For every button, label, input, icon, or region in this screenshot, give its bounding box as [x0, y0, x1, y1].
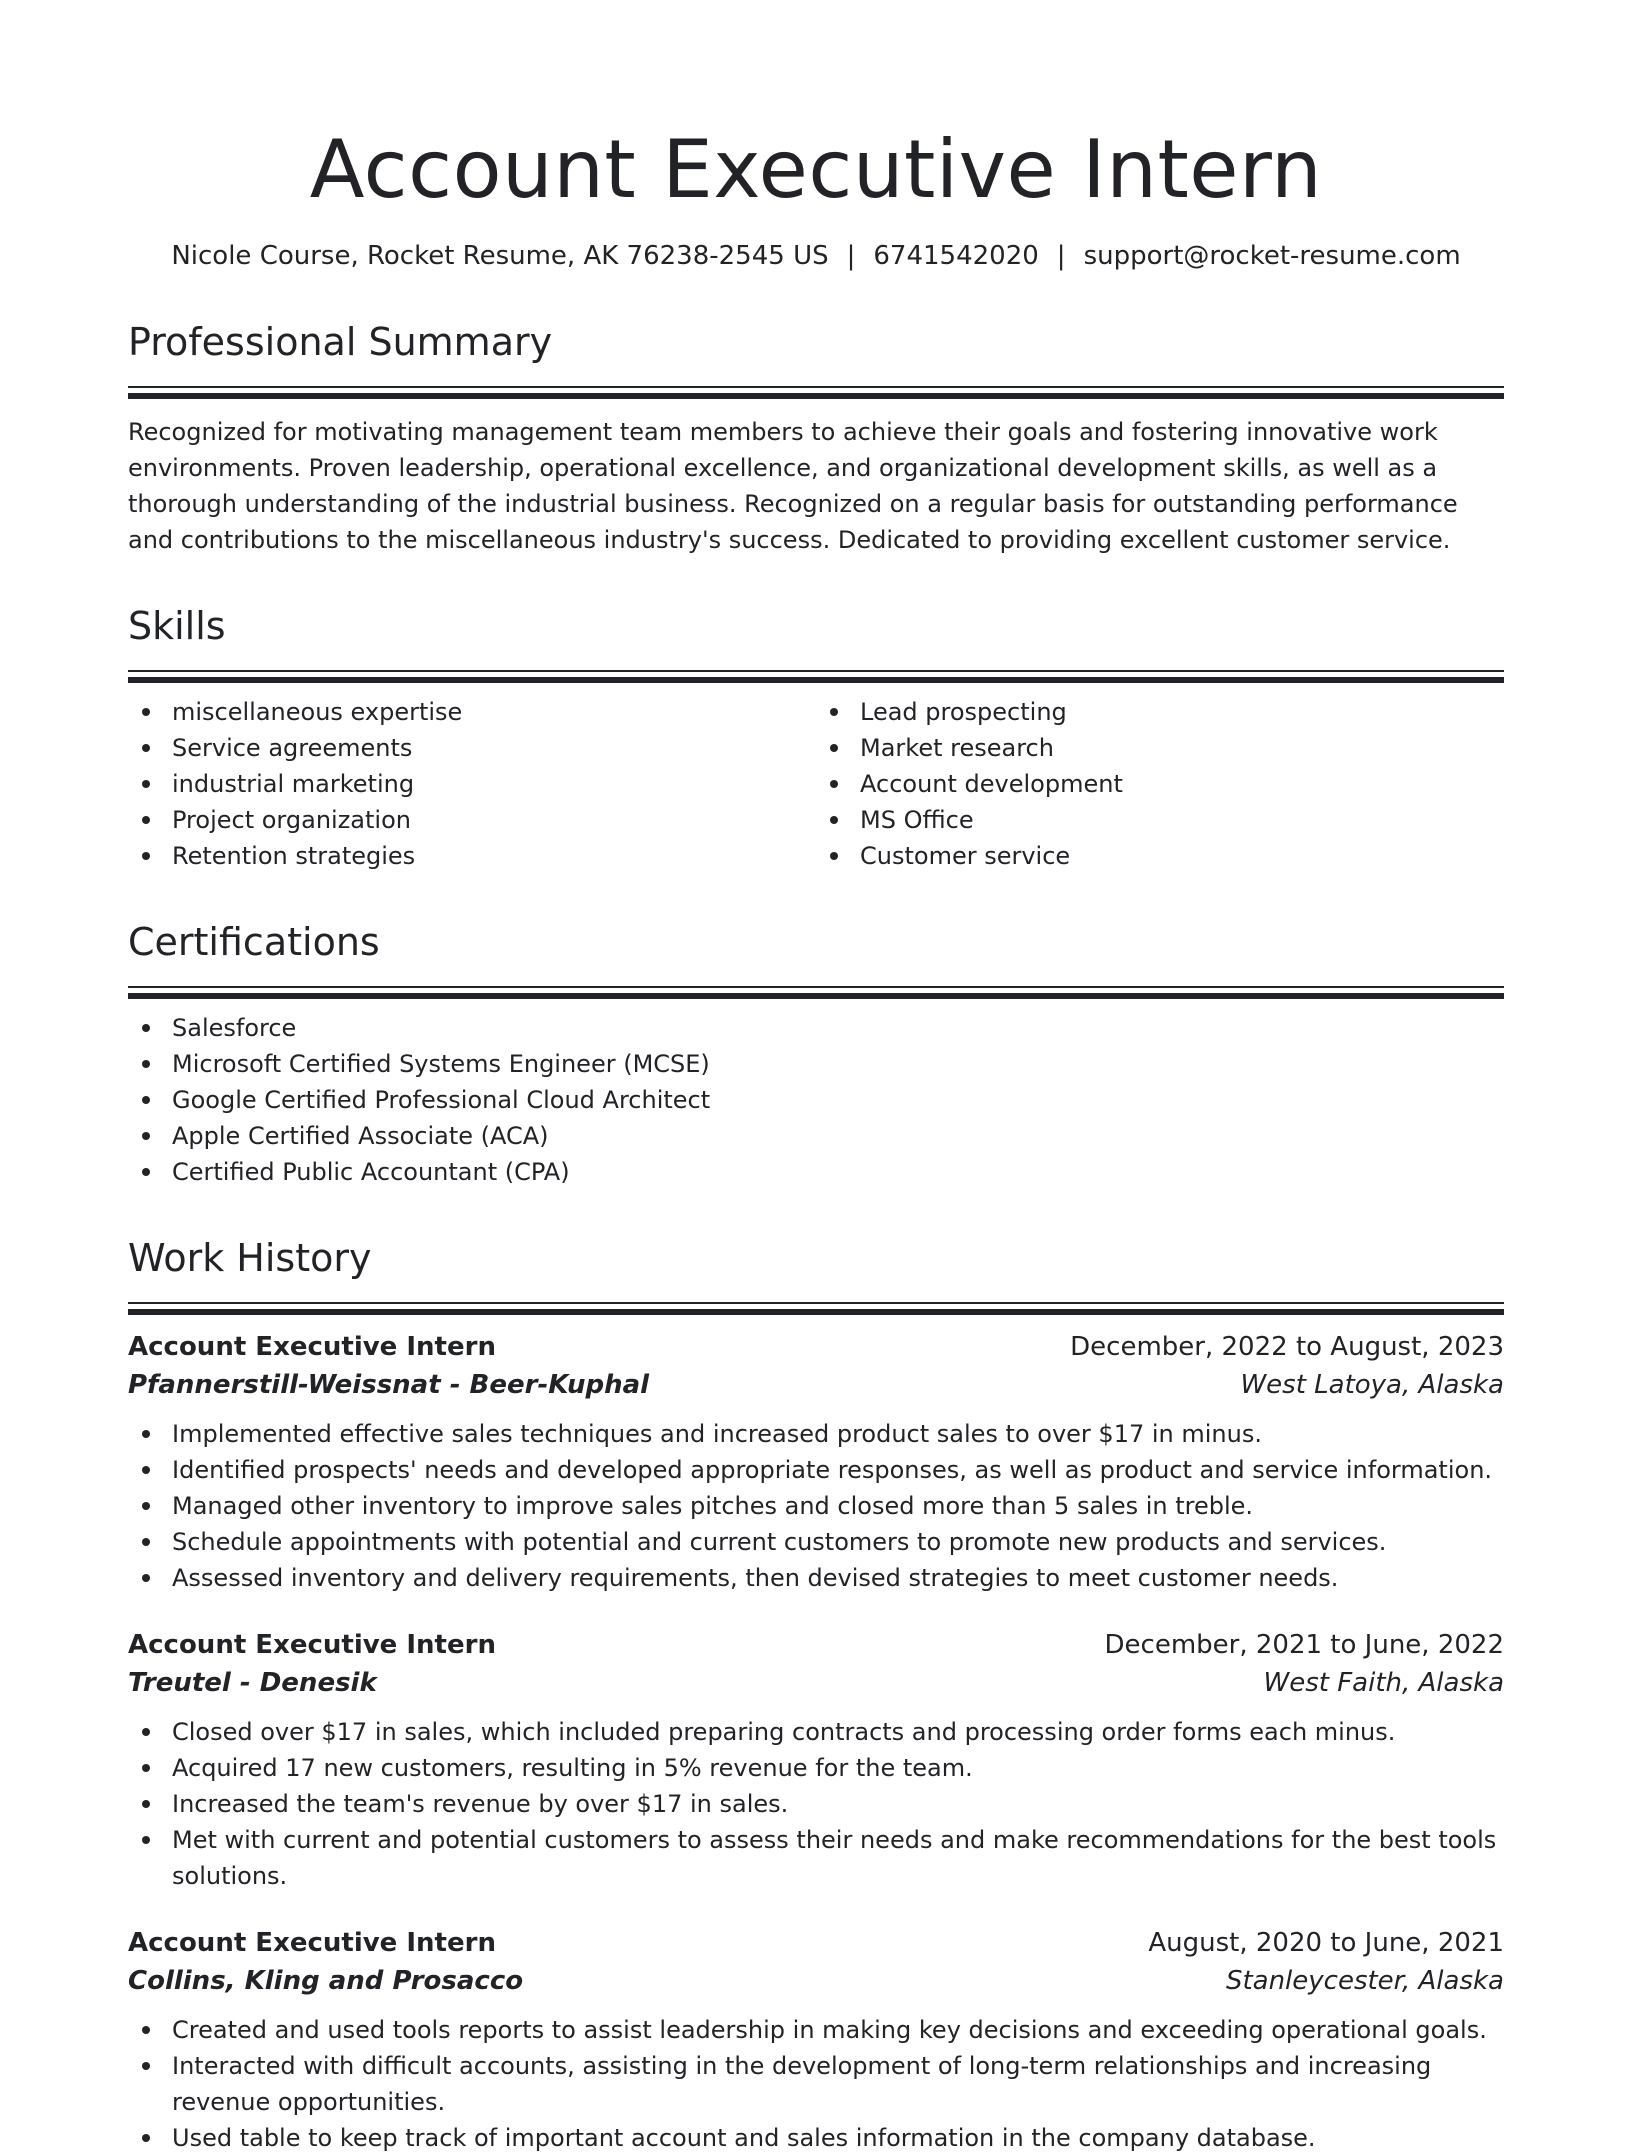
- skills-section: [128, 602, 1504, 874]
- job-company: Treutel - Denesik: [128, 1668, 377, 1698]
- job-header-row: [128, 1626, 1504, 1664]
- job-bullet: Closed over $17 in sales, which included preparing contracts and processing order forms each minus.: [128, 1714, 1504, 1750]
- skill-item: Account development: [816, 766, 1504, 802]
- skill-item: miscellaneous expertise: [128, 694, 816, 730]
- job-header-row: [128, 1328, 1504, 1366]
- job-bullet: Managed other inventory to improve sales pitches and closed more than 5 sales in treble.: [128, 1488, 1504, 1524]
- certification-item: Microsoft Certified Systems Engineer (MCSE): [128, 1046, 1504, 1082]
- job-bullet: Schedule appointments with potential and current customers to promote new products and services.: [128, 1524, 1504, 1560]
- job-bullet: Assessed inventory and delivery requirements, then devised strategies to meet customer needs.: [128, 1560, 1504, 1596]
- job-entry: [128, 1924, 1504, 2156]
- contact-separator: |: [846, 241, 856, 271]
- job-dates: December, 2022 to August, 2023: [1070, 1332, 1504, 1362]
- skills-list-left: [128, 694, 816, 874]
- job-entry: [128, 1328, 1504, 1596]
- job-title: Account Executive Intern: [128, 1630, 496, 1660]
- section-heading-skills: Skills: [128, 604, 226, 648]
- summary-section: [128, 318, 1504, 558]
- skill-item: Market research: [816, 730, 1504, 766]
- section-divider: [128, 1302, 1504, 1314]
- job-location: Stanleycester, Alaska: [1225, 1966, 1504, 1996]
- contact-address: Nicole Course, Rocket Resume, AK 76238-2545 US: [171, 241, 829, 271]
- job-dates: December, 2021 to June, 2022: [1104, 1630, 1504, 1660]
- section-heading-work-history: Work History: [128, 1236, 372, 1280]
- job-title: Account Executive Intern: [128, 1332, 496, 1362]
- job-bullets: [128, 1714, 1504, 1894]
- job-entry: [128, 1626, 1504, 1894]
- skill-item: Customer service: [816, 838, 1504, 874]
- certification-item: Google Certified Professional Cloud Architect: [128, 1082, 1504, 1118]
- certification-item: Apple Certified Associate (ACA): [128, 1118, 1504, 1154]
- skill-item: Lead prospecting: [816, 694, 1504, 730]
- skill-item: Retention strategies: [128, 838, 816, 874]
- job-company-row: [128, 1366, 1504, 1404]
- certifications-section: [128, 918, 1504, 1190]
- section-divider: [128, 386, 1504, 398]
- job-bullet: Implemented effective sales techniques and increased product sales to over $17 in minus.: [128, 1416, 1504, 1452]
- job-bullets: [128, 2012, 1504, 2156]
- certification-item: Certified Public Accountant (CPA): [128, 1154, 1504, 1190]
- skill-item: Service agreements: [128, 730, 816, 766]
- job-bullet: Interacted with difficult accounts, assisting in the development of long-term relationships and increasing revenue opportunities.: [128, 2048, 1504, 2120]
- job-location: West Latoya, Alaska: [1240, 1370, 1504, 1400]
- skills-list-right: [816, 694, 1504, 874]
- job-bullet: Used table to keep track of important account and sales information in the company database.: [128, 2120, 1504, 2156]
- job-location: West Faith, Alaska: [1263, 1668, 1504, 1698]
- skill-item: Project organization: [128, 802, 816, 838]
- skills-columns: [128, 694, 1504, 874]
- resume-title: Account Executive Intern: [309, 123, 1323, 216]
- job-bullet: Increased the team's revenue by over $17 in sales.: [128, 1786, 1504, 1822]
- job-title: Account Executive Intern: [128, 1928, 496, 1958]
- job-header-row: [128, 1924, 1504, 1962]
- certification-item: Salesforce: [128, 1010, 1504, 1046]
- section-heading-summary: Professional Summary: [128, 320, 553, 364]
- summary-text: Recognized for motivating management team members to achieve their goals and fostering innovative work environments. Proven leadership, operational excellence, and organizational development skills, as well as a thorough understanding of the industrial business. Recognized on a regular basis for outstanding performance and contributions to the miscellaneous industry's success. Dedicated to providing excellent customer service.: [128, 418, 1458, 554]
- job-company: Pfannerstill-Weissnat - Beer-Kuphal: [128, 1370, 650, 1400]
- job-bullet: Acquired 17 new customers, resulting in 5% revenue for the team.: [128, 1750, 1504, 1786]
- skill-item: MS Office: [816, 802, 1504, 838]
- job-bullet: Identified prospects' needs and developed appropriate responses, as well as product and service information.: [128, 1452, 1504, 1488]
- job-bullets: [128, 1416, 1504, 1596]
- contact-email: support@rocket-resume.com: [1083, 241, 1461, 271]
- section-divider: [128, 986, 1504, 998]
- section-heading-certifications: Certifications: [128, 920, 380, 964]
- job-dates: August, 2020 to June, 2021: [1148, 1928, 1504, 1958]
- job-company-row: [128, 1664, 1504, 1702]
- job-bullet: Met with current and potential customers to assess their needs and make recommendations for the best tools solutions.: [128, 1822, 1504, 1894]
- work-history-section: [128, 1234, 1504, 2156]
- contact-line: [128, 238, 1504, 274]
- job-company: Collins, Kling and Prosacco: [128, 1966, 524, 1996]
- section-divider: [128, 670, 1504, 682]
- contact-phone: 6741542020: [873, 241, 1039, 271]
- skill-item: industrial marketing: [128, 766, 816, 802]
- contact-separator: |: [1056, 241, 1066, 271]
- certifications-list: [128, 1010, 1504, 1190]
- job-bullet: Created and used tools reports to assist leadership in making key decisions and exceeding operational goals.: [128, 2012, 1504, 2048]
- job-company-row: [128, 1962, 1504, 2000]
